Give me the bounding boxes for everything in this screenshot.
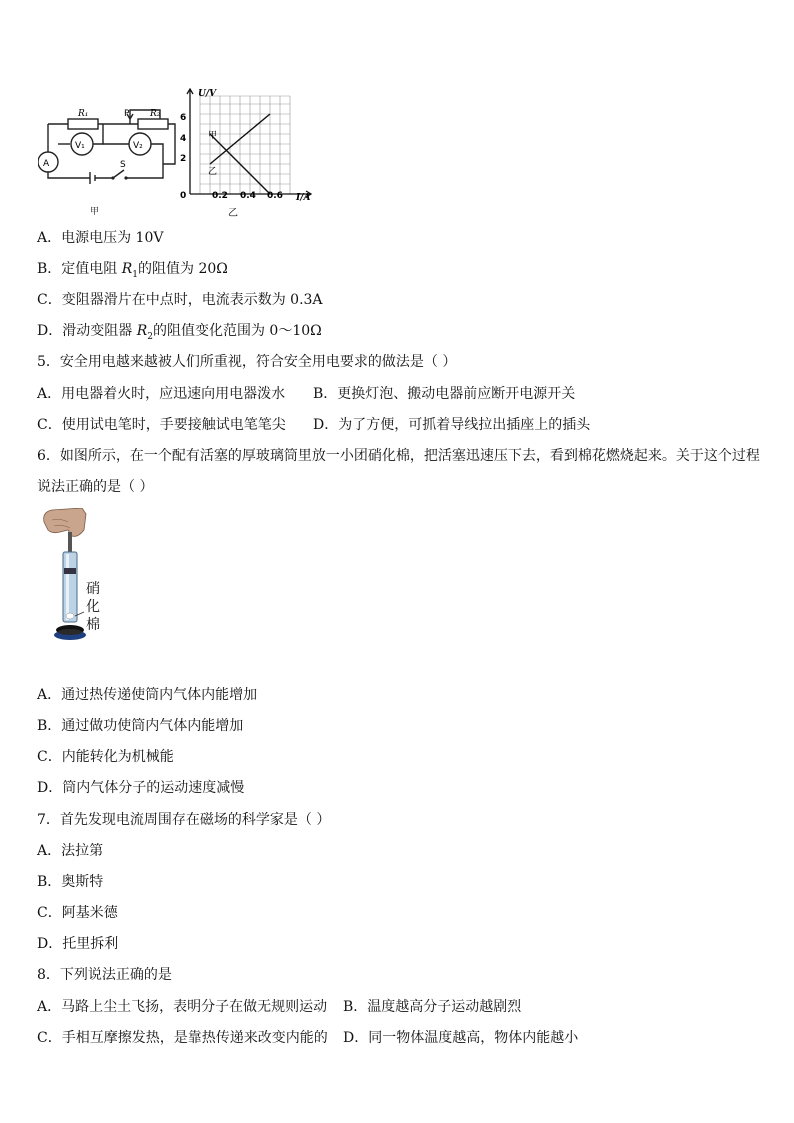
q4-option-d-sub: 2	[147, 331, 153, 342]
r2-label: R₂	[150, 109, 161, 119]
q5-options-row1	[37, 384, 575, 404]
q4-option-b	[37, 259, 228, 285]
r2-resistor	[138, 119, 168, 129]
q5-option-b: B．更换灯泡、搬动电器前应断开电源开关	[313, 386, 576, 402]
q8-option-b: B．温度越高分子运动越剧烈	[343, 999, 522, 1015]
cotton-label-char-3: 棉	[86, 617, 100, 633]
q4-option-b-sub: 1	[132, 269, 139, 280]
q7-option-c: C．阿基米德	[37, 905, 118, 921]
ammeter-label: A	[43, 159, 50, 169]
line-yi-label: 乙	[208, 167, 218, 177]
y-tick-2: 2	[180, 154, 187, 164]
cotton-label-char-1: 硝	[86, 581, 100, 597]
hand-icon	[44, 508, 86, 536]
q7-stem: 7．首先发现电流周围存在磁场的科学家是（ ）	[37, 812, 331, 828]
q8-options-row2	[37, 1028, 578, 1048]
x-axis-label: I/A	[296, 193, 311, 203]
x-tick-0-6: 0.6	[267, 191, 283, 201]
p-label: P	[124, 109, 130, 119]
q8-option-a: A．马路上尘土飞扬，表明分子在做无规则运动	[37, 999, 328, 1015]
q4-option-d-post: 的阻值变化范围为 0～10Ω	[152, 323, 322, 339]
q4-option-b-post: 的阻值为 20Ω	[138, 261, 228, 277]
circuit-caption: 甲	[90, 207, 100, 217]
q8-option-c: C．手相互摩擦发热，是靠热传递来改变内能的	[37, 1030, 328, 1046]
q7-option-a: A．法拉第	[37, 843, 104, 859]
q5-option-a: A．用电器着火时，应迅速向用电器泼水	[37, 386, 286, 402]
q4-option-d-var: R	[136, 323, 148, 339]
piston-tube-figure	[38, 508, 88, 644]
circuit-diagram	[38, 104, 180, 204]
cotton-label-char-2: 化	[86, 599, 100, 615]
u-i-graph	[178, 86, 328, 206]
graph-caption: 乙	[228, 208, 238, 219]
q4-option-a: A．电源电压为 10V	[37, 230, 164, 246]
q6-option-b: B．通过做功使筒内气体内能增加	[37, 718, 244, 734]
v1-label: V₁	[75, 141, 85, 151]
q6-option-a: A．通过热传递使筒内气体内能增加	[37, 687, 258, 703]
q4-option-d-text: D．滑动变阻器	[37, 323, 137, 339]
x-tick-0-4: 0.4	[240, 191, 256, 201]
q4-option-b-var: R	[121, 261, 133, 277]
v2-label: V₂	[133, 141, 143, 151]
q6-stem-line2: 说法正确的是（ ）	[37, 479, 154, 495]
switch-label: S	[120, 160, 126, 170]
q5-stem: 5．安全用电越来越被人们所重视，符合安全用电要求的做法是（ ）	[37, 354, 457, 370]
y-tick-6: 6	[180, 113, 187, 123]
r1-label: R₁	[78, 109, 89, 119]
q6-stem-line1: 6．如图所示，在一个配有活塞的厚玻璃筒里放一小团硝化棉，把活塞迅速压下去，看到棉花燃烧起来。关于这个过程	[37, 448, 760, 464]
x-tick-0-2: 0.2	[212, 191, 228, 201]
x-tick-0: 0	[180, 191, 187, 201]
q7-option-b: B．奥斯特	[37, 874, 104, 890]
q4-option-c: C．变阻器滑片在中点时，电流表示数为 0.3A	[37, 292, 323, 308]
r1-resistor	[68, 119, 98, 129]
cotton-label	[86, 580, 100, 634]
q7-option-d: D．托里拆利	[37, 936, 119, 952]
y-axis-label: U/V	[198, 89, 217, 99]
y-tick-4: 4	[180, 134, 187, 144]
q4-option-d	[37, 321, 322, 347]
q5-options-row2	[37, 415, 590, 435]
q6-option-d: D．筒内气体分子的运动速度减慢	[37, 780, 245, 796]
q8-option-d: D．同一物体温度越高，物体内能越小	[343, 1030, 579, 1046]
q5-option-d: D．为了方便，可抓着导线拉出插座上的插头	[313, 417, 591, 433]
q5-option-c: C．使用试电笔时，手要接触试电笔笔尖	[37, 417, 286, 433]
q4-option-b-text: B．定值电阻	[37, 261, 122, 277]
q8-stem: 8．下列说法正确的是	[37, 967, 172, 983]
line-jia-label: 甲	[208, 131, 218, 141]
q6-option-c: C．内能转化为机械能	[37, 749, 174, 765]
q8-options-row1	[37, 997, 521, 1017]
